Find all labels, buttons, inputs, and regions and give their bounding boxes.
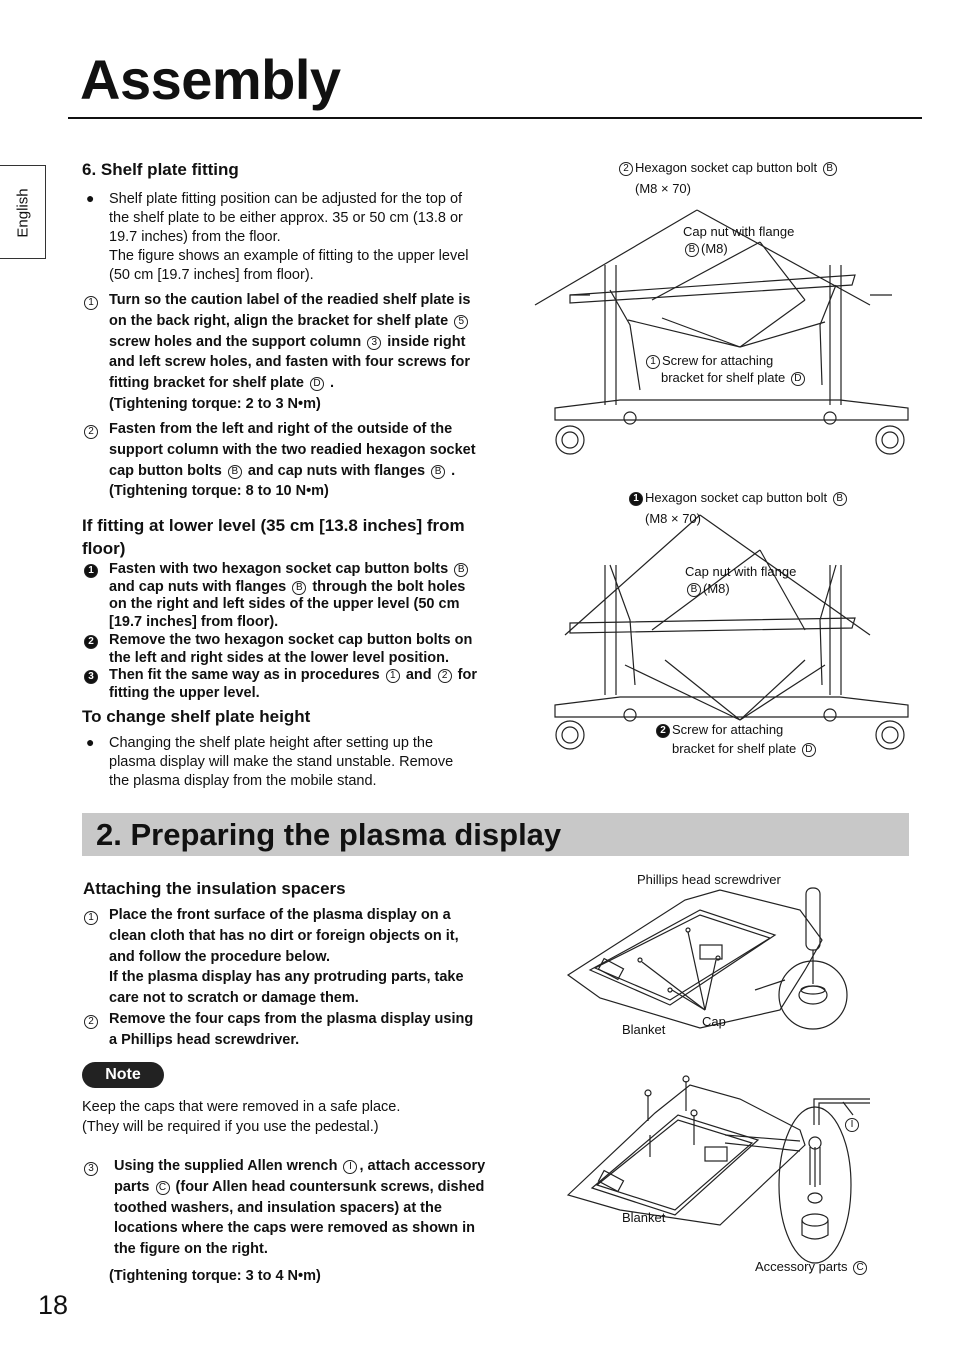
- upper-screw-label-2: bracket for shelf plate D: [661, 369, 807, 386]
- prep-step-3-marker: 3: [82, 1159, 100, 1177]
- section-2-subheading: Attaching the insulation spacers: [83, 879, 346, 898]
- change-height-bullet: Changing the shelf plate height after setting up the plasma display will make the stand unstable. Remove the plasma display from the mobile stand.: [109, 735, 454, 789]
- blanket-label-1: Blanket: [622, 1022, 666, 1037]
- page-title: Assembly: [80, 48, 341, 111]
- upper-capnut-label: Cap nut with flange: [683, 224, 795, 239]
- language-tab: [0, 165, 46, 259]
- upper-capnut-size: B (M8): [683, 240, 728, 257]
- screwdriver-figure: [560, 880, 890, 1060]
- lower-item-2-marker: 2: [82, 632, 100, 650]
- step-2-text: Fasten from the left and right of the outside of the support column with the two readied hexagon socket cap button bolts B and cap nuts with flanges B . (Tightening torque: 8 to 10 N•m): [109, 421, 476, 500]
- change-height-heading: To change shelf plate height: [82, 707, 311, 726]
- section-2-heading: 2. Preparing the plasma display: [96, 817, 562, 852]
- upper-bolt-label: 2 Hexagon socket cap button bolt B: [617, 159, 839, 176]
- step-1-marker: 1: [82, 293, 100, 311]
- title-rule: [68, 117, 922, 119]
- lower-item-1: Fasten with two hexagon socket cap button bolts B and cap nuts with flanges B through the bolt holes on the right and left sides of the upper level (50 cm [19.7 inches] from floor).: [109, 561, 519, 631]
- lower-item-2: Remove the two hexagon socket cap button bolts on the left and right sides at the lower level position.: [109, 632, 473, 666]
- language-label: English: [14, 188, 32, 238]
- note-badge: Note: [82, 1062, 164, 1088]
- section-6-heading: 6. Shelf plate fitting: [82, 160, 239, 179]
- step-2-marker: 2: [82, 422, 100, 440]
- section-2-band: [82, 813, 909, 856]
- bullet-icon: ●: [86, 734, 95, 750]
- upper-screw-label: 1 Screw for attaching: [644, 352, 773, 369]
- lower-item-3: Then fit the same way as in procedures 1 and 2 for fitting the upper level.: [109, 667, 477, 701]
- prep-step-1-marker: 1: [82, 908, 100, 926]
- lower-item-3-marker: 3: [82, 667, 100, 685]
- prep-step-1: Place the front surface of the plasma display on a clean cloth that has no dirt or foreign objects on it, and follow the procedure below. If the plasma display has any protruding parts, take care not to scratch or damage them.: [109, 907, 464, 1007]
- accessory-figure: [560, 1075, 890, 1265]
- lower-item-1-marker: 1: [82, 561, 100, 579]
- step-1-text: Turn so the caution label of the readied shelf plate is on the back right, align the bracket for shelf plate 5 screw holes and the support column 3 inside right and left screw holes, and fasten with four screws for fitting bracket for shelf plate D . (Tightening torque: 2 to 3 N•m): [109, 292, 471, 412]
- prep-step-3-torque: (Tightening torque: 3 to 4 N•m): [109, 1268, 321, 1284]
- prep-step-3: Using the supplied Allen wrench I , attach accessory parts C (four Allen head countersunk screws, dished toothed washers, and insulation spacers) at the locations where the caps were removed as shown in the figure on the right.: [114, 1158, 486, 1258]
- prep-step-2: Remove the four caps from the plasma display using a Phillips head screwdriver.: [109, 1011, 474, 1048]
- lower-bolt-size: (M8 × 70): [645, 511, 701, 526]
- blanket-label-2: Blanket: [622, 1210, 666, 1225]
- accessory-parts-label: Accessory parts C: [755, 1258, 869, 1275]
- lower-screw-label: 2 Screw for attaching: [654, 721, 783, 738]
- lower-bolt-label: 1 Hexagon socket cap button bolt B: [627, 489, 849, 506]
- screwdriver-label: Phillips head screwdriver: [637, 872, 781, 887]
- lower-capnut-label: Cap nut with flange: [685, 564, 797, 579]
- prep-step-2-marker: 2: [82, 1012, 100, 1030]
- lower-capnut-size: B (M8): [685, 580, 730, 597]
- upper-bolt-size: (M8 × 70): [635, 181, 691, 196]
- wrench-label: I: [843, 1115, 861, 1132]
- bullet-icon: ●: [86, 190, 95, 206]
- lower-level-heading: If fitting at lower level (35 cm [13.8 inches] from floor): [82, 516, 465, 558]
- note-text: Keep the caps that were removed in a safe place. (They will be required if you use the pedestal.): [82, 1099, 401, 1135]
- section-6-bullet: Shelf plate fitting position can be adjusted for the top of the shelf plate to be either approx. 35 or 50 cm (13.8 or 19.7 inches) from the floor. The figure shows an example of fitting to the upper level (50 cm [19.7 inches] from floor).: [109, 191, 469, 283]
- lower-screw-label-2: bracket for shelf plate D: [672, 740, 818, 757]
- cap-label: Cap: [702, 1014, 726, 1029]
- upper-stand-figure: [540, 150, 920, 470]
- page-number: 18: [38, 1290, 69, 1320]
